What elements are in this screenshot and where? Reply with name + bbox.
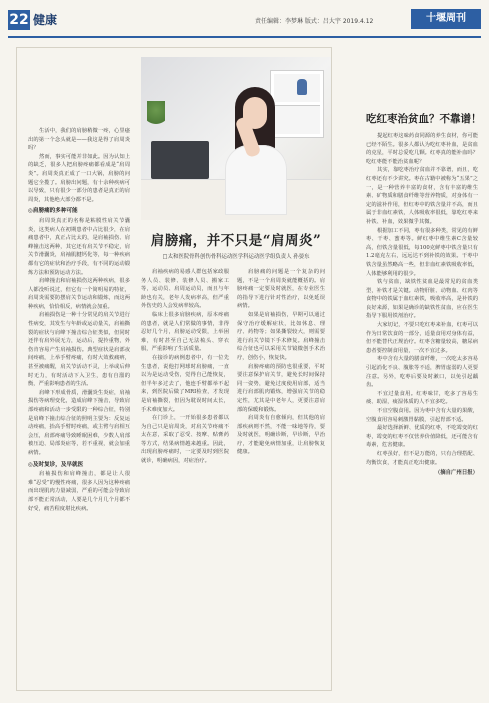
paragraph: 肩峰下形成骨质，滑囊炎生炎症，肩袖损伤等病理变化，造成肩峰下撞击，导致肩部疼痛和活动一步受限的一种综合征，特别是肩峰下撞击综合征的照明主要为：反复运动疼痛，抬高手臂时疼痛，或主臂与肩相互会压，肩部疼痛导致睡眠困难，少数人肩部被压迫、局部炎症等，若不重视，就会加重病情。 xyxy=(28,389,130,456)
paragraph: 肩袖损伤是一种十分常见的肩关节进行性病变，其发生与年龄或运动量关，肩袖撕裂的症状与肩峰下撞击综合征类似，但同时还伴有肩外展无力，运动后，提拎重物，外伤肯容易产生肩袖损伤。典型症状是肩部夜间疼痛，上举手臂疼痛，有时大效救痛痹，甚至被痛醒，肩关节活动不灵，上举或后伸时无力，有时活动下入卫生，患有自溜的衡，严重影响患者的生活。 xyxy=(28,312,130,388)
masthead-logo: 十堰周刊 xyxy=(411,9,481,29)
paragraph: 肩周炎有自愈倾向，但其他的肩部疾病则不然，不能一味地等待，要及时就医，明确诊断，早诊断，早治疗，才能避免病情加重，让肩膀恢复健康。 xyxy=(237,415,325,456)
paragraph: 如果是肩袖损伤，早期可以通过保守治疗缓解症状，比如休息、理疗、药物等；如果撕裂较大，则需要进行肩关节镜下手术修复。肩峰撞击综合征也可以采用关节镜微创手术治疗，创伤小，恢复快。 xyxy=(237,311,325,361)
woman-body-illustration xyxy=(225,145,287,215)
paragraph: 肩膀痛的问题是一个复杂的问题，不是一个肩周炎就能概括的。肩膀疼痛一定要及时就医，在专业医生的指导下进行针对性治疗，以免延误病情。 xyxy=(237,269,325,310)
editor-credits: 责任编辑：李梦琳 版式：吕大宇 2019.4.12 xyxy=(255,18,374,25)
paragraph: 不宜过量食用。红枣味甘，吃多了容易生痰、助湿，痰湿体质的人不宜多吃。 xyxy=(366,390,478,406)
header-divider xyxy=(8,36,481,38)
article-byline: □太和医院骨科创伤骨科运动医学科运动医学组负责人 孙晏东 xyxy=(162,254,310,260)
article-column-3 xyxy=(237,268,325,688)
paragraph: 提起红枣这味药食同源的养生食材，你可能已经不陌生。很多人都认为吃红枣补血，是贫血的克星，平时总爱吃几颗。红枣真的能补血吗？吃红枣能不能治贫血呢？ xyxy=(366,133,478,165)
article-column-2 xyxy=(141,268,229,688)
paragraph: 在门诊上，一开始很多患者都以为自己只是肩周炎，对肩关节疼痛不太在意，采取了忍受、按摩、贴膏药等方式，结果病情越来越重。因此，出现肩膀疼痛时，一定要及时到医院就诊，明确病因，对症治疗。 xyxy=(141,415,229,465)
sidebar-column xyxy=(366,132,478,680)
paragraph: 在接诊的病例患者中，有一位先生患者，说他打网球时肩膀痛，一直以为是运动受伤，觉得自己能恢复，但半年多过去了，他连手臂都举不起来，到医院后做了MRI检查，才发现是肩袖撕裂，但因为耽误时间太长，手术难度加大。 xyxy=(141,354,229,413)
paragraph: 其实，靠吃枣治疗贫血并不靠谱，而且，吃红枣还有不少讲究。枣在古籍中被称为“五果”之一，是一种营养丰富的食材，含有丰富的维生素、矿物质和膳食纤维等营养物质，对身体有一定的滋补作用，但红枣中的铁含量并不高，而且属于非血红素铁，人体吸收率很低，靠吃红枣来补铁、补血，效果微乎其微。 xyxy=(366,167,478,225)
paragraph: 然而，事实可能并非如此。因为认知上的缺乏，很多人把肩膀疼痛都看成是“肩周炎”。肩周炎真正成了一口大锅，肩膀的问题它全揽了。肩膀出问题，有十余种疾病可以导致，只有很少一部分的患者是真正的肩周炎，其他绝大部分都不是。 xyxy=(28,153,130,203)
article-title: 肩膀痛，并不只是“肩周炎” xyxy=(150,233,322,249)
page-number: 22 xyxy=(9,12,29,28)
paragraph: 铁与贫血，缺铁性贫血是最常见的贫血类型，补铁才是关键。动物肝脏、动物血、红肉等食物中的铁属于血红素铁，吸收率高，是补铁的良好来源，如果是确诊的缺铁性贫血，应在医生指导下服用铁剂治疗。 xyxy=(366,279,478,320)
paragraph: 生活中，我们的肩膀稍微一疼，心里瘙出的第一个念头就是——我这是得了肩周炎吗？ xyxy=(28,128,130,152)
paragraph: 肩膀疼痛的预防也很重要，平时要注意保护肩关节，避免长时间保持同一姿势，避免过度使用肩部，适当进行肩部肌肉锻炼，增强肩关节的稳定性，尤其是中老年人，更要注意肩部的保暖和锻炼。 xyxy=(237,363,325,413)
section-title: 健康 xyxy=(33,13,58,27)
paragraph: 根据加工不同，枣有很多种类，常见的有鲜枣、干枣、蜜枣等。鲜红枣中维生素C含量较高，但铁含量很低，每100克鲜枣中铁含量只有1.2毫克左右，远远达不到补铁的效果。干枣中铁含量虽然略高一些，但非血红素铁吸收率低，人体能够利用的很少。 xyxy=(366,227,478,277)
paragraph: 肩周炎真正的名称是粘膜性肩关节囊炎，这类病人在初期患者中占比很少，在肩痛患者中，真正占比太的，是肩袖损伤、肩峰撞击这两种，其它还有肩关节不稳定，肩关节滑囊炎，肩袖肌腱钙化等，每一种疾病都有它的症状和治疗手段，有不同的运动锻炼方法和预防运动方法。 xyxy=(28,217,130,276)
sidebar-source: （摘自广州日报） xyxy=(434,470,478,477)
paragraph: 不宜空腹食用。因为枣中含有大量的果酸，空腹食用容易刺激胃黏膜，引起胃部不适。 xyxy=(366,408,478,423)
page-header xyxy=(0,0,489,44)
paragraph: 临床上很多肩膀疾病，原本疼痛的患者，就是人们常做的事情，非得忍好几个月，肩膀运动受限，上举困难，有时甚至自己无法梳头、穿衣服，严重影响了生活质量。 xyxy=(141,311,229,353)
article-column-1 xyxy=(28,127,130,680)
paragraph: 肩峰撞击和肩袖损伤这两种疾病，很多人都没听说过，但它有一个简明易的特征，肩周炎需要防摆肩关节运动和锻炼，而这两种疾病，恰恰相反，病情就会加重。 xyxy=(28,278,130,310)
monitor-illustration xyxy=(151,141,209,179)
paragraph: 肩袖疾病的易感人群包括家政服务人员、装修、装修人员、搬家工等，运动员、肩周运动员，而且与年龄也有关，老年人发病率高，但严重外伤史的人会发病率较高。 xyxy=(141,269,229,310)
subheading: ◎肩膀痛的多种可能 xyxy=(28,208,78,215)
sidebar-title: 吃红枣治贫血？不靠谱！ xyxy=(366,113,482,125)
paragraph: 红枣虽好，但不是万能的，只有合理搭配、均衡饮食，才能真正吃出健康。 xyxy=(366,450,478,466)
article-photo xyxy=(141,57,331,220)
plant-illustration xyxy=(147,101,165,131)
paragraph: 大家切记，不要只吃红枣来补血，红枣可以作为日常饮食的一部分，适量食用对身体有益，但不能替代正规治疗。红枣含糖量较高，糖尿病患者要控制食用量，一次不宜过多。 xyxy=(366,322,478,354)
paragraph: 枣中含有大量的膳食纤维，一次吃太多容易引起消化不良、腹胀等不适，脾胃虚弱的人更要注意。另外，吃枣后要及时漱口，以免引起龋齿。 xyxy=(366,356,478,389)
paragraph: 肩袖损伤和肩峰撞击，都是让人很难“忍受”的慢性疼痛，很多人因为这种疼痛而出现肌肉力量减弱，严重的可能会导致肩部不能正常活动，人要是几个月几个月都不好受，痛苦程度堪比疾病。 xyxy=(28,471,130,512)
subheading: ◎及时复诊，及早就医 xyxy=(28,461,84,468)
vase-illustration xyxy=(297,79,307,95)
paragraph: 最好选择新鲜、优质的红枣，不吃霉变的红枣，霉变的红枣不仅营养价值降低，还可能含有毒素，危害健康。 xyxy=(366,425,478,449)
